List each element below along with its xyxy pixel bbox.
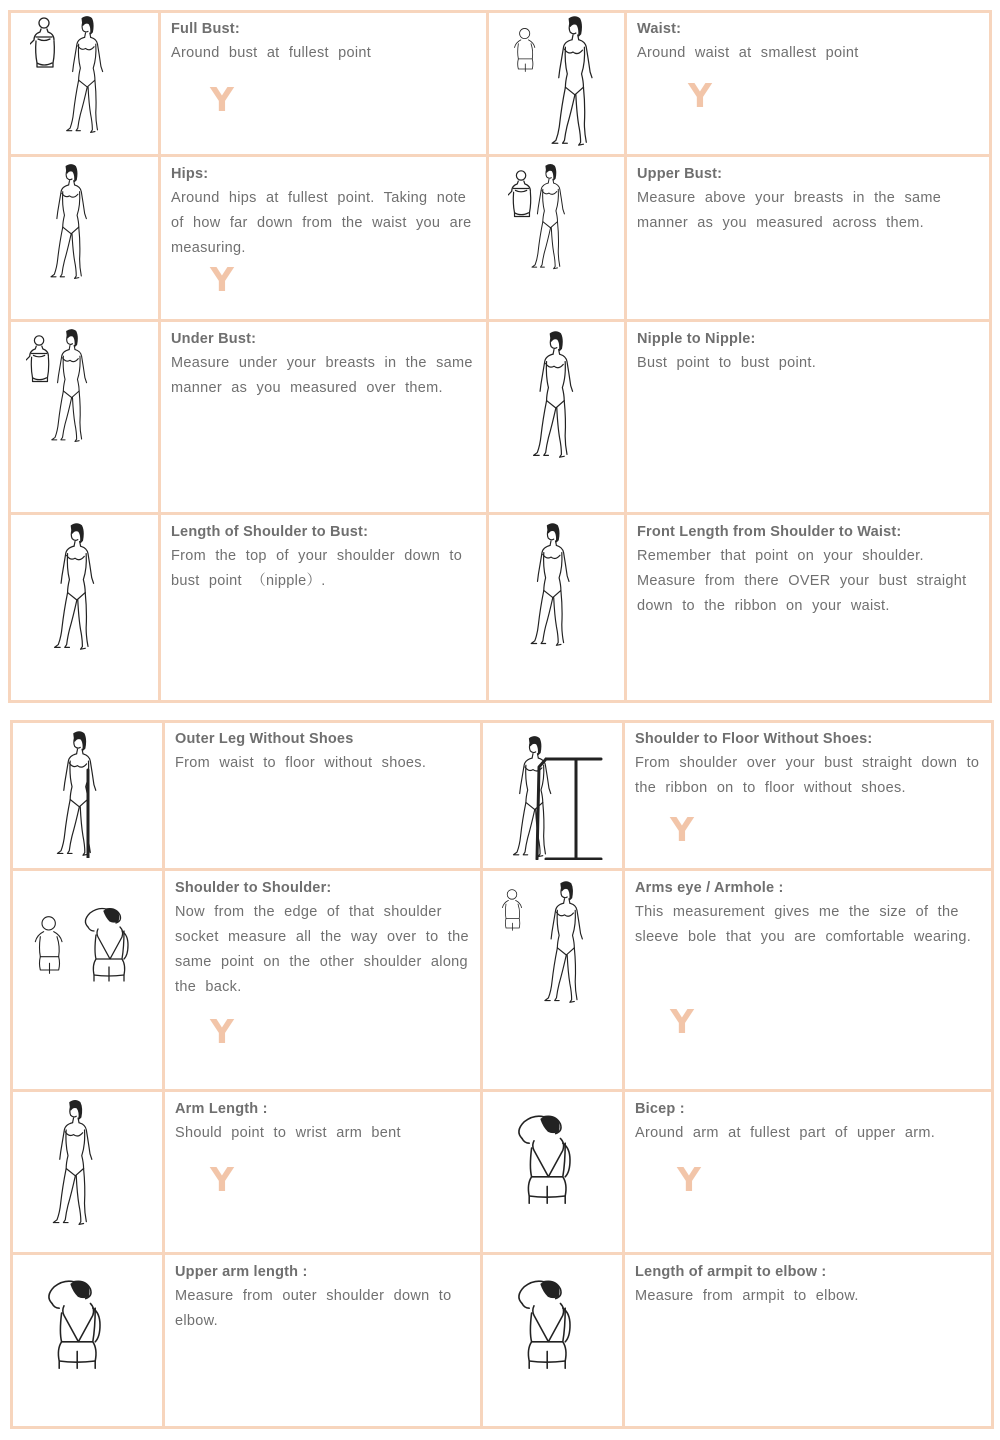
measurement-description: Should point to wrist arm bent — [175, 1125, 401, 1141]
torso-back-arm-raised-icon — [78, 900, 138, 990]
measurement-title: Shoulder to Floor Without Shoes: — [635, 731, 873, 747]
measurement-description: This measurement gives me the size of the sleeve bole that you are comfortable wearing. — [635, 904, 972, 945]
table-1-divider — [486, 10, 489, 703]
measurement-title: Outer Leg Without Shoes — [175, 731, 354, 747]
woman-front-waist-line-icon — [522, 522, 580, 648]
table-2-divider — [622, 720, 625, 1429]
y-mark: Y — [670, 810, 694, 849]
woman-front-icon — [44, 328, 96, 444]
list-item — [627, 323, 987, 376]
measurement-description: Remember that point on your shoulder. Measure from there OVER your bust straight down to the ribbon on your waist. — [637, 548, 967, 614]
measurement-description: From shoulder over your bust straight down to the ribbon on to floor without shoes. — [635, 755, 980, 796]
list-item — [627, 516, 989, 619]
measurement-description: Around hips at fullest point. Taking note of how far down from the waist you are measuring. — [171, 190, 472, 256]
measurement-title: Under Bust: — [171, 331, 257, 347]
measurement-description: Around bust at fullest point — [171, 45, 372, 61]
measurement-title: Hips: — [171, 166, 209, 182]
measurement-description: Around arm at fullest part of upper arm. — [635, 1125, 936, 1141]
y-mark: Y — [677, 1160, 701, 1199]
measurement-description: Measure from armpit to elbow. — [635, 1288, 859, 1304]
measurement-title: Arm Length : — [175, 1101, 268, 1117]
measurement-description: From waist to floor without shoes. — [175, 755, 427, 771]
torso-back-arm-raised-icon — [40, 1275, 112, 1375]
table-2-divider — [480, 720, 483, 1429]
torso-back-arm-raised-icon — [510, 1275, 582, 1375]
woman-front-height-bar-icon — [506, 735, 606, 860]
list-item — [161, 516, 481, 594]
two-torsos-back-icon — [32, 900, 82, 990]
woman-front-icon — [543, 15, 603, 148]
measurement-title: Length of Shoulder to Bust: — [171, 524, 369, 540]
y-mark: Y — [688, 76, 712, 115]
woman-front-icon — [58, 15, 113, 135]
table-1-divider — [8, 154, 992, 157]
list-item — [627, 13, 987, 66]
list-item — [165, 872, 480, 1000]
woman-front-icon — [46, 522, 104, 652]
list-item — [625, 1093, 987, 1146]
measurement-table-2 — [10, 720, 994, 1429]
table-2-divider — [10, 868, 994, 871]
table-2-divider — [10, 1089, 994, 1092]
list-item — [165, 1093, 480, 1146]
measurement-title: Shoulder to Shoulder: — [175, 880, 332, 896]
list-item — [161, 323, 481, 401]
y-mark: Y — [210, 80, 234, 119]
woman-front-icon — [525, 163, 573, 271]
woman-front-icon — [537, 880, 592, 1005]
woman-front-leg-line-icon — [50, 730, 105, 858]
measurement-title: Upper arm length : — [175, 1264, 308, 1280]
woman-front-icon — [46, 1098, 101, 1228]
list-item — [625, 723, 990, 801]
list-item — [625, 1256, 987, 1309]
y-mark: Y — [670, 1002, 694, 1041]
woman-front-with-bust-detail-icon — [30, 15, 60, 75]
list-item — [165, 723, 480, 776]
measurement-description: From the top of your shoulder down to bust point （nipple）. — [171, 548, 463, 589]
y-mark: Y — [210, 1160, 234, 1199]
woman-front-icon — [525, 330, 583, 460]
table-2-divider — [10, 1252, 994, 1255]
measurement-description: Measure from outer shoulder down to elbow. — [175, 1288, 452, 1329]
measurement-title: Length of armpit to elbow : — [635, 1264, 827, 1280]
measurement-description: Measure above your breasts in the same manner as you measured across them. — [637, 190, 942, 231]
measurement-title: Front Length from Shoulder to Waist: — [637, 524, 902, 540]
measurement-description: Now from the edge of that shoulder socket measure all the way over to the same point on the other shoulder along the back. — [175, 904, 469, 995]
torso-back-arm-raised-icon — [510, 1110, 582, 1210]
y-mark: Y — [210, 260, 234, 299]
measurement-description: Around waist at smallest point — [637, 45, 859, 61]
list-item — [161, 13, 486, 66]
list-item — [161, 158, 481, 261]
list-item — [165, 1256, 480, 1334]
measurement-title: Full Bust: — [171, 21, 240, 37]
y-mark: Y — [210, 1012, 234, 1051]
measurement-title: Nipple to Nipple: — [637, 331, 756, 347]
list-item — [625, 872, 987, 950]
woman-front-with-back-detail-icon — [500, 880, 536, 940]
table-1-divider — [8, 512, 992, 515]
measurement-title: Upper Bust: — [637, 166, 723, 182]
measurement-title: Arms eye / Armhole : — [635, 880, 784, 896]
woman-front-hips-icon — [42, 163, 97, 281]
measurement-description: Measure under your breasts in the same manner as you measured over them. — [171, 355, 473, 396]
measurement-title: Waist: — [637, 21, 682, 37]
list-item — [627, 158, 987, 236]
measurement-title: Bicep : — [635, 1101, 685, 1117]
measurement-description: Bust point to bust point. — [637, 355, 817, 371]
table-1-divider — [8, 319, 992, 322]
